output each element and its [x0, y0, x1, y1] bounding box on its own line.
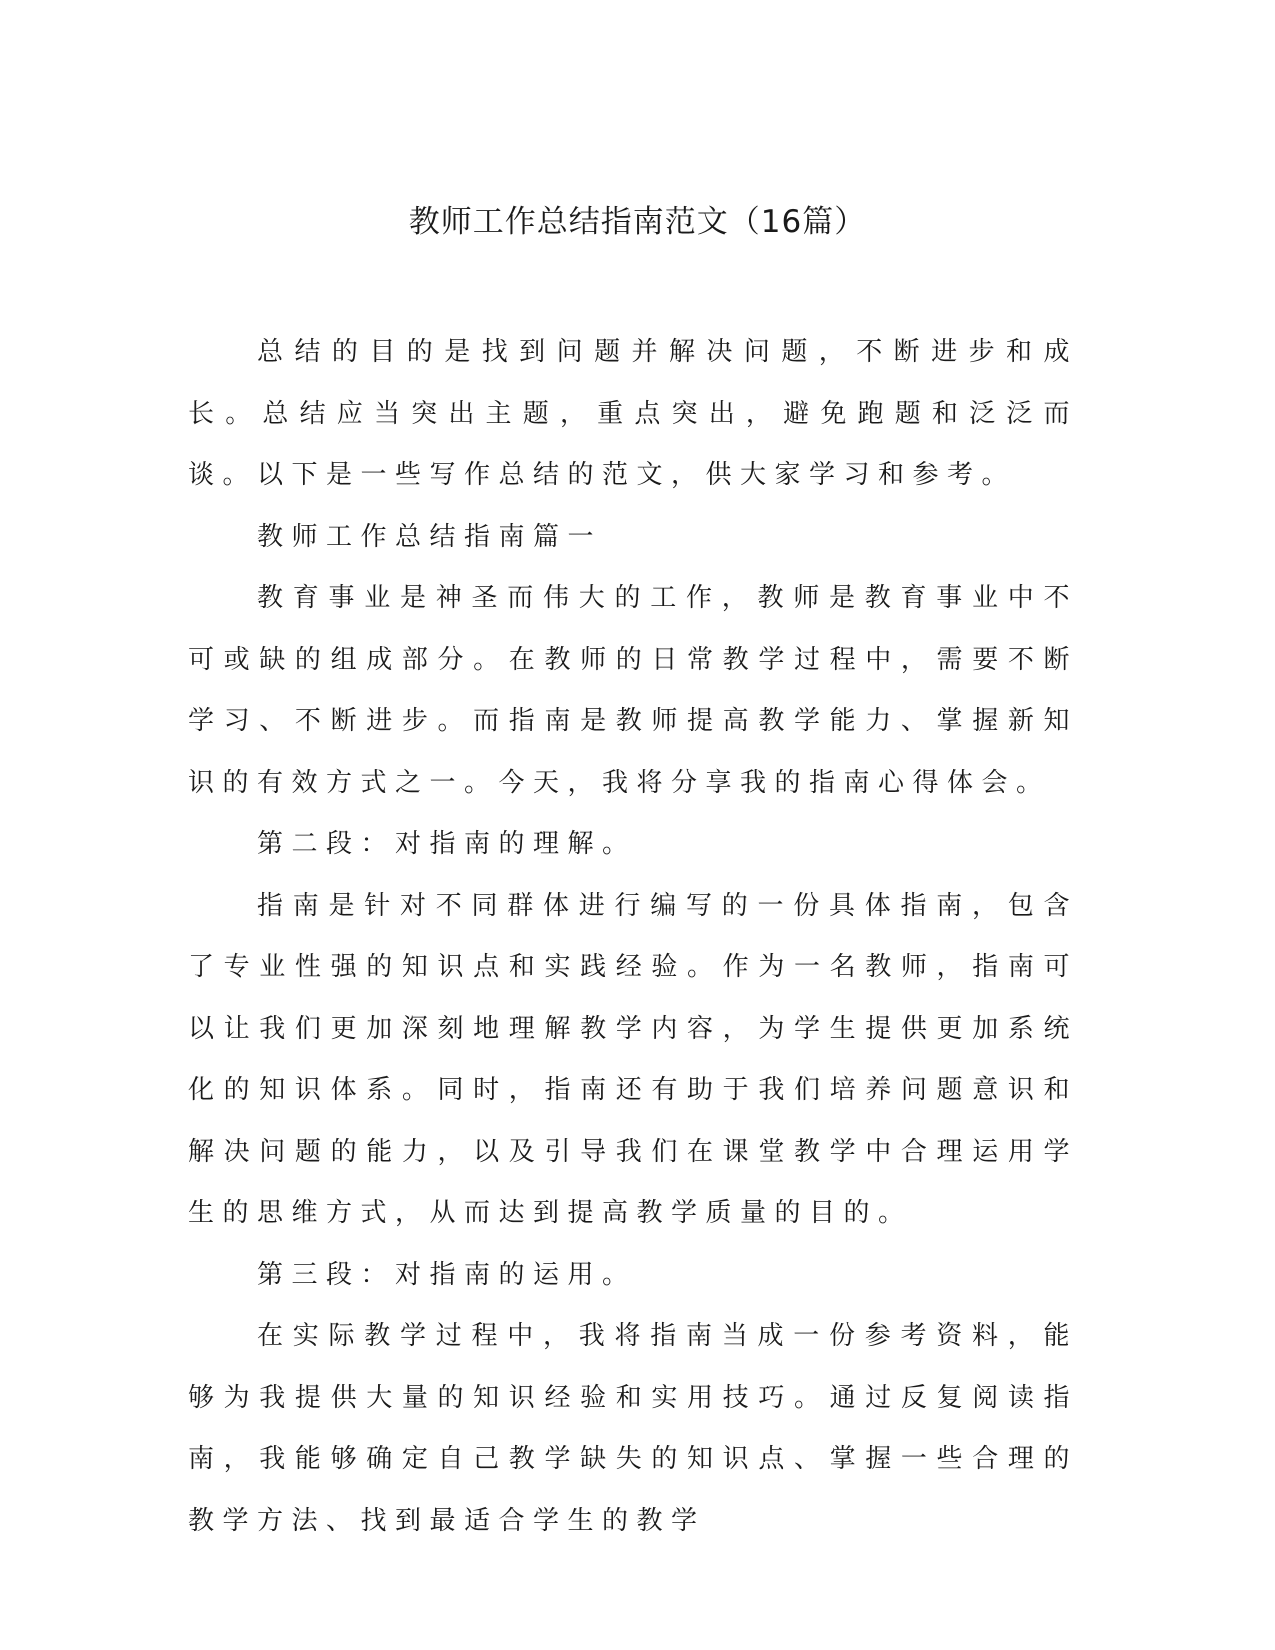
document-body — [188, 322, 1078, 1552]
document-title: 教师工作总结指南范文（16篇） — [408, 204, 867, 240]
paragraph-second: 指南是针对不同群体进行编写的一份具体指南，包含了专业性强的知识点和实践经验。作为一名教师，指南可以让我们更加深刻地理解教学内容，为学生提供更加系统化的知识体系。同时，指南还有助于我们培养问题意识和解决问题的能力，以及引导我们在课堂教学中合理运用学生的思维方式，从而达到提高教学质量的目的。 — [188, 890, 1078, 1228]
paragraph-intro: 总结的目的是找到问题并解决问题，不断进步和成长。总结应当突出主题，重点突出，避免跑题和泛泛而谈。以下是一些写作总结的范文，供大家学习和参考。 — [188, 337, 1078, 490]
paragraph-part-one: 教育事业是神圣而伟大的工作，教师是教育事业中不可或缺的组成部分。在教师的日常教学过程中，需要不断学习、不断进步。而指南是教师提高教学能力、掌握新知识的有效方式之一。今天，我将分享我的指南心得体会。 — [188, 583, 1078, 798]
section-heading-third: 第三段：对指南的运用。 — [257, 1259, 637, 1290]
section-heading-part-one: 教师工作总结指南篇一 — [257, 521, 603, 552]
paragraph-third: 在实际教学过程中，我将指南当成一份参考资料，能够为我提供大量的知识经验和实用技巧。通过反复阅读指南，我能够确定自己教学缺失的知识点、掌握一些合理的教学方法、找到最适合学生的教学 — [188, 1321, 1078, 1536]
section-heading-second: 第二段：对指南的理解。 — [257, 829, 637, 859]
